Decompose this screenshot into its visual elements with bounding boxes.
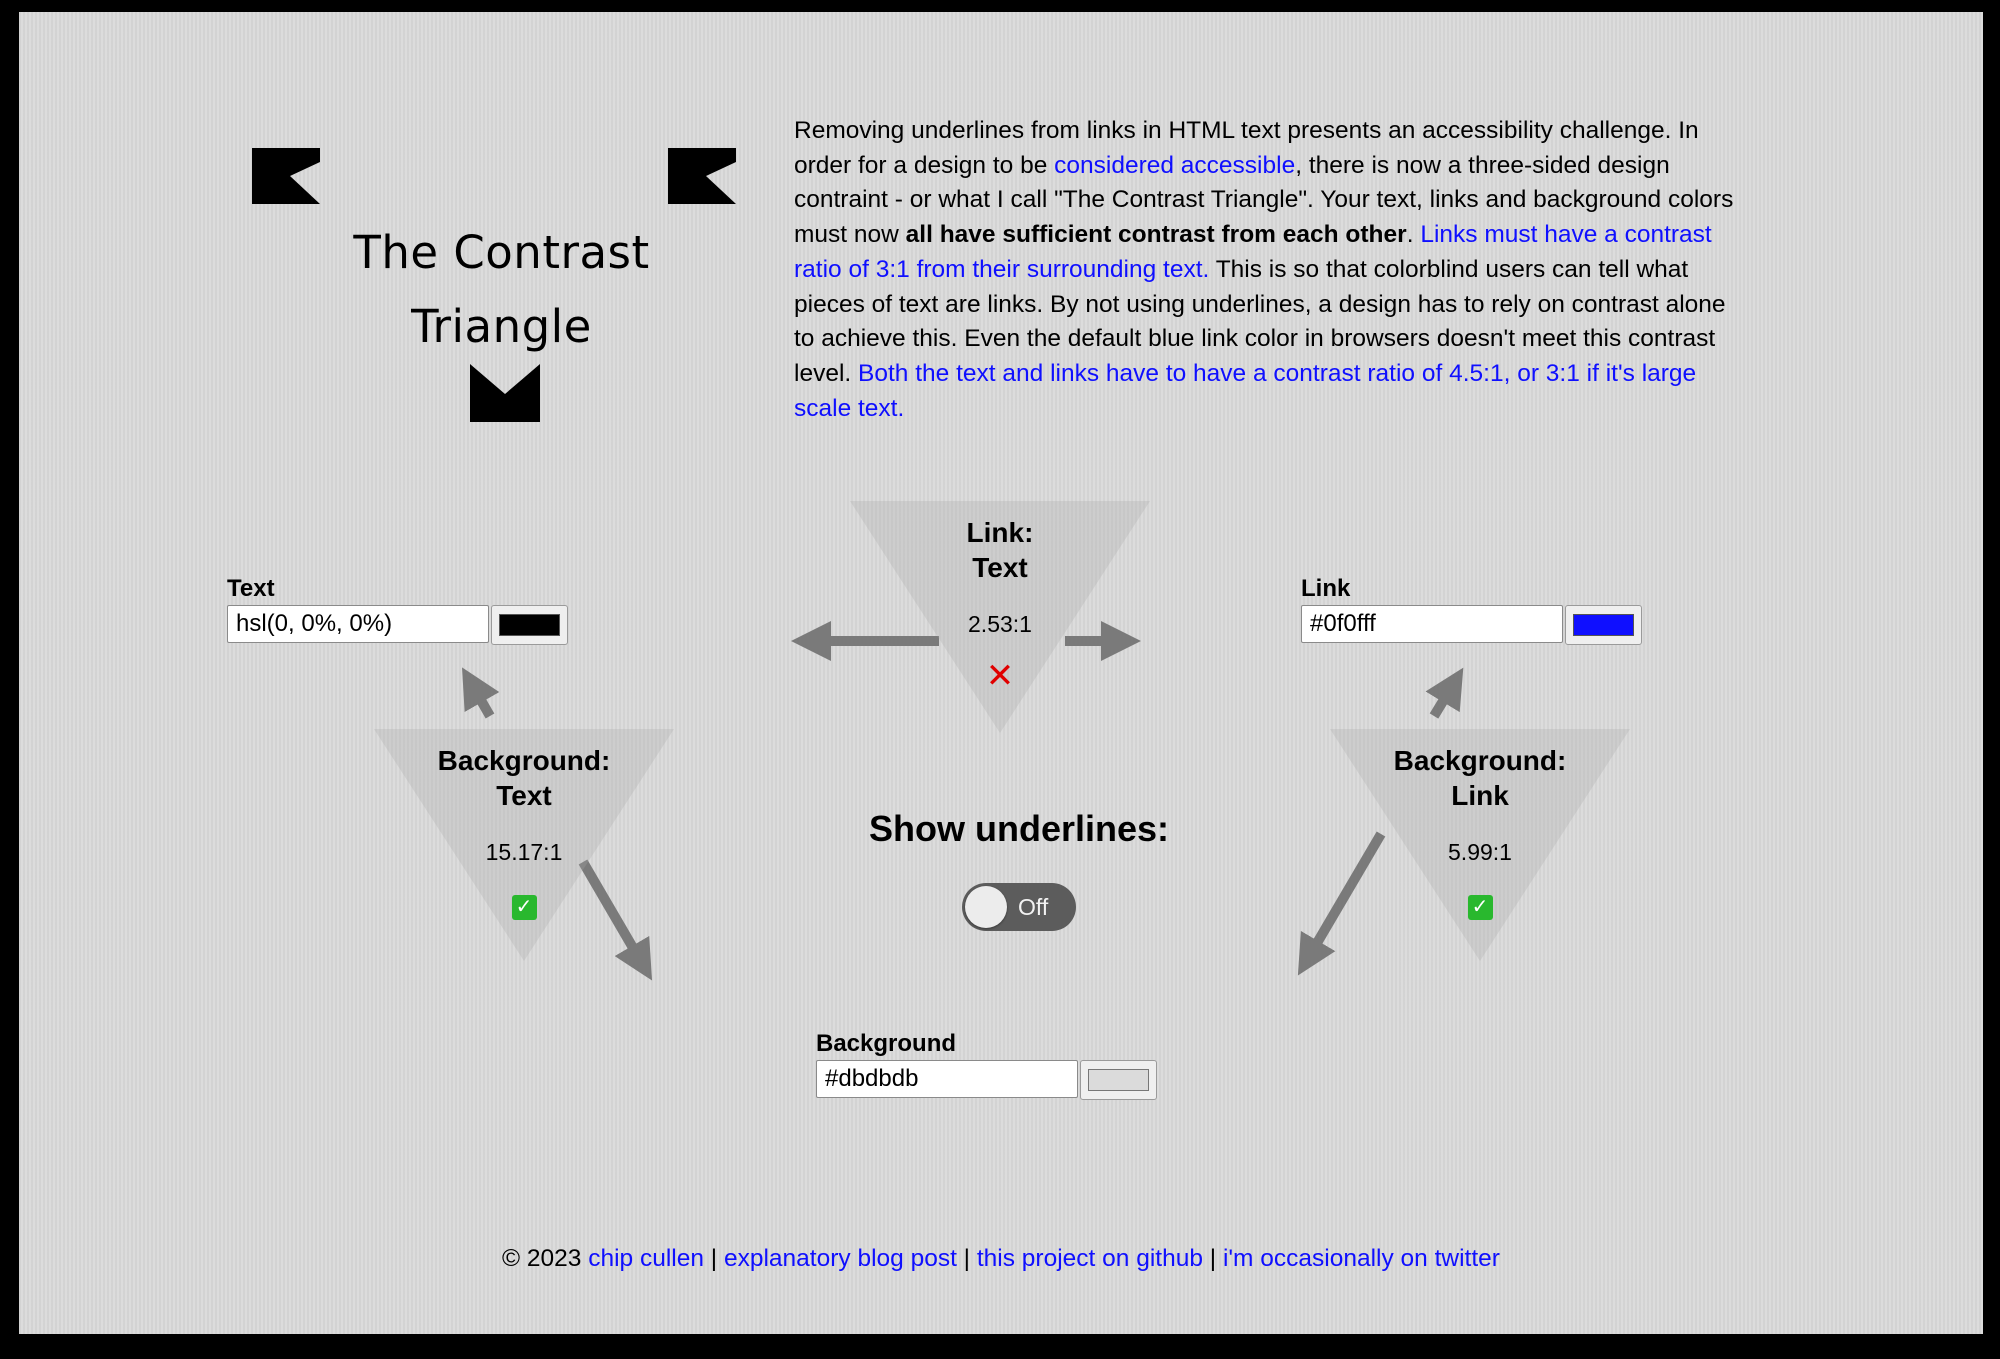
background-link-contrast-label: Background: Link (1393, 745, 1567, 811)
twitter-link[interactable]: i'm occasionally on twitter (1222, 1245, 1500, 1272)
footer-separator: | (956, 1245, 977, 1272)
background-color-input[interactable] (816, 1060, 1078, 1098)
link-color-picker[interactable] (1565, 605, 1642, 645)
background-text-contrast-ratio: 15.17:1 (485, 839, 563, 865)
background-link-contrast-ratio: 5.99:1 (1448, 839, 1512, 865)
pass-checkmark-icon: ✓ (512, 895, 537, 920)
footer-separator: | (1202, 1245, 1223, 1272)
fail-x-icon: ✕ (985, 657, 1015, 695)
link-color-field (1301, 575, 1642, 645)
text-color-input[interactable] (227, 605, 489, 643)
link-text-contrast-label: Link: Text (966, 517, 1034, 583)
author-link[interactable]: chip cullen (588, 1245, 704, 1272)
page-title-line2: Triangle (411, 300, 592, 353)
text-contrast-ratio-link[interactable]: Both the text and links have to have a contrast ratio of 4.5:1, or 3:1 if it's large scale text. (794, 359, 1697, 422)
text-color-label: Text (227, 575, 275, 602)
footer (19, 1245, 1983, 1273)
intro-bold-text: all have sufficient contrast from each other (905, 221, 1407, 249)
page-title-line1: The Contrast (353, 226, 650, 279)
link-contrast-ratio-link[interactable]: Links must have a contrast ratio of 3:1 from their surrounding text. (794, 221, 1712, 283)
background-color-label: Background (816, 1030, 957, 1057)
background-color-picker[interactable] (1080, 1060, 1157, 1100)
toggle-state-text: Off (1018, 894, 1049, 920)
background-color-swatch (1088, 1069, 1149, 1091)
intro-text: This is so that colorblind users can tell what pieces of text are links. By not using underlines, a design has to rely on contrast alone to achieve this. Even the default blue link color in browsers doesn't meet this contrast level. (794, 255, 1726, 387)
text-color-field (227, 575, 568, 645)
background-link-contrast-panel (1330, 729, 1630, 961)
text-color-swatch (499, 614, 560, 636)
link-color-input[interactable] (1301, 605, 1563, 643)
arrow-bg-text-to-text (471, 683, 490, 716)
link-color-label: Link (1301, 575, 1351, 602)
blog-post-link[interactable]: explanatory blog post (723, 1245, 957, 1272)
toggle-knob (965, 886, 1007, 928)
link-text-contrast-panel (850, 501, 1150, 733)
show-underlines-label: Show underlines: (868, 808, 1170, 849)
considered-accessible-link[interactable]: considered accessible (1054, 151, 1296, 179)
intro-text: Removing underlines from links in HTML text presents an accessibility challenge. In order for a design to be (794, 117, 1699, 179)
background-text-contrast-label: Background: Text (437, 745, 611, 811)
pass-checkmark-icon: ✓ (1468, 895, 1493, 920)
background-color-field (816, 1030, 1157, 1100)
intro-text: , there is now a three-sided design contraint - or what I call "The Contrast Triangle". Your text, links and background colors must now (794, 151, 1734, 249)
arrow-bg-link-to-link (1434, 683, 1454, 716)
footer-separator: | (703, 1245, 724, 1272)
background-text-contrast-panel (374, 729, 674, 961)
link-color-swatch (1573, 614, 1634, 636)
github-link[interactable]: this project on github (976, 1245, 1203, 1272)
show-underlines-toggle[interactable] (962, 883, 1076, 931)
page (19, 12, 1983, 1334)
intro-text: . (1406, 221, 1421, 249)
copyright-text: © 2023 (502, 1245, 589, 1272)
text-color-picker[interactable] (491, 605, 568, 645)
link-text-contrast-ratio: 2.53:1 (968, 611, 1032, 637)
